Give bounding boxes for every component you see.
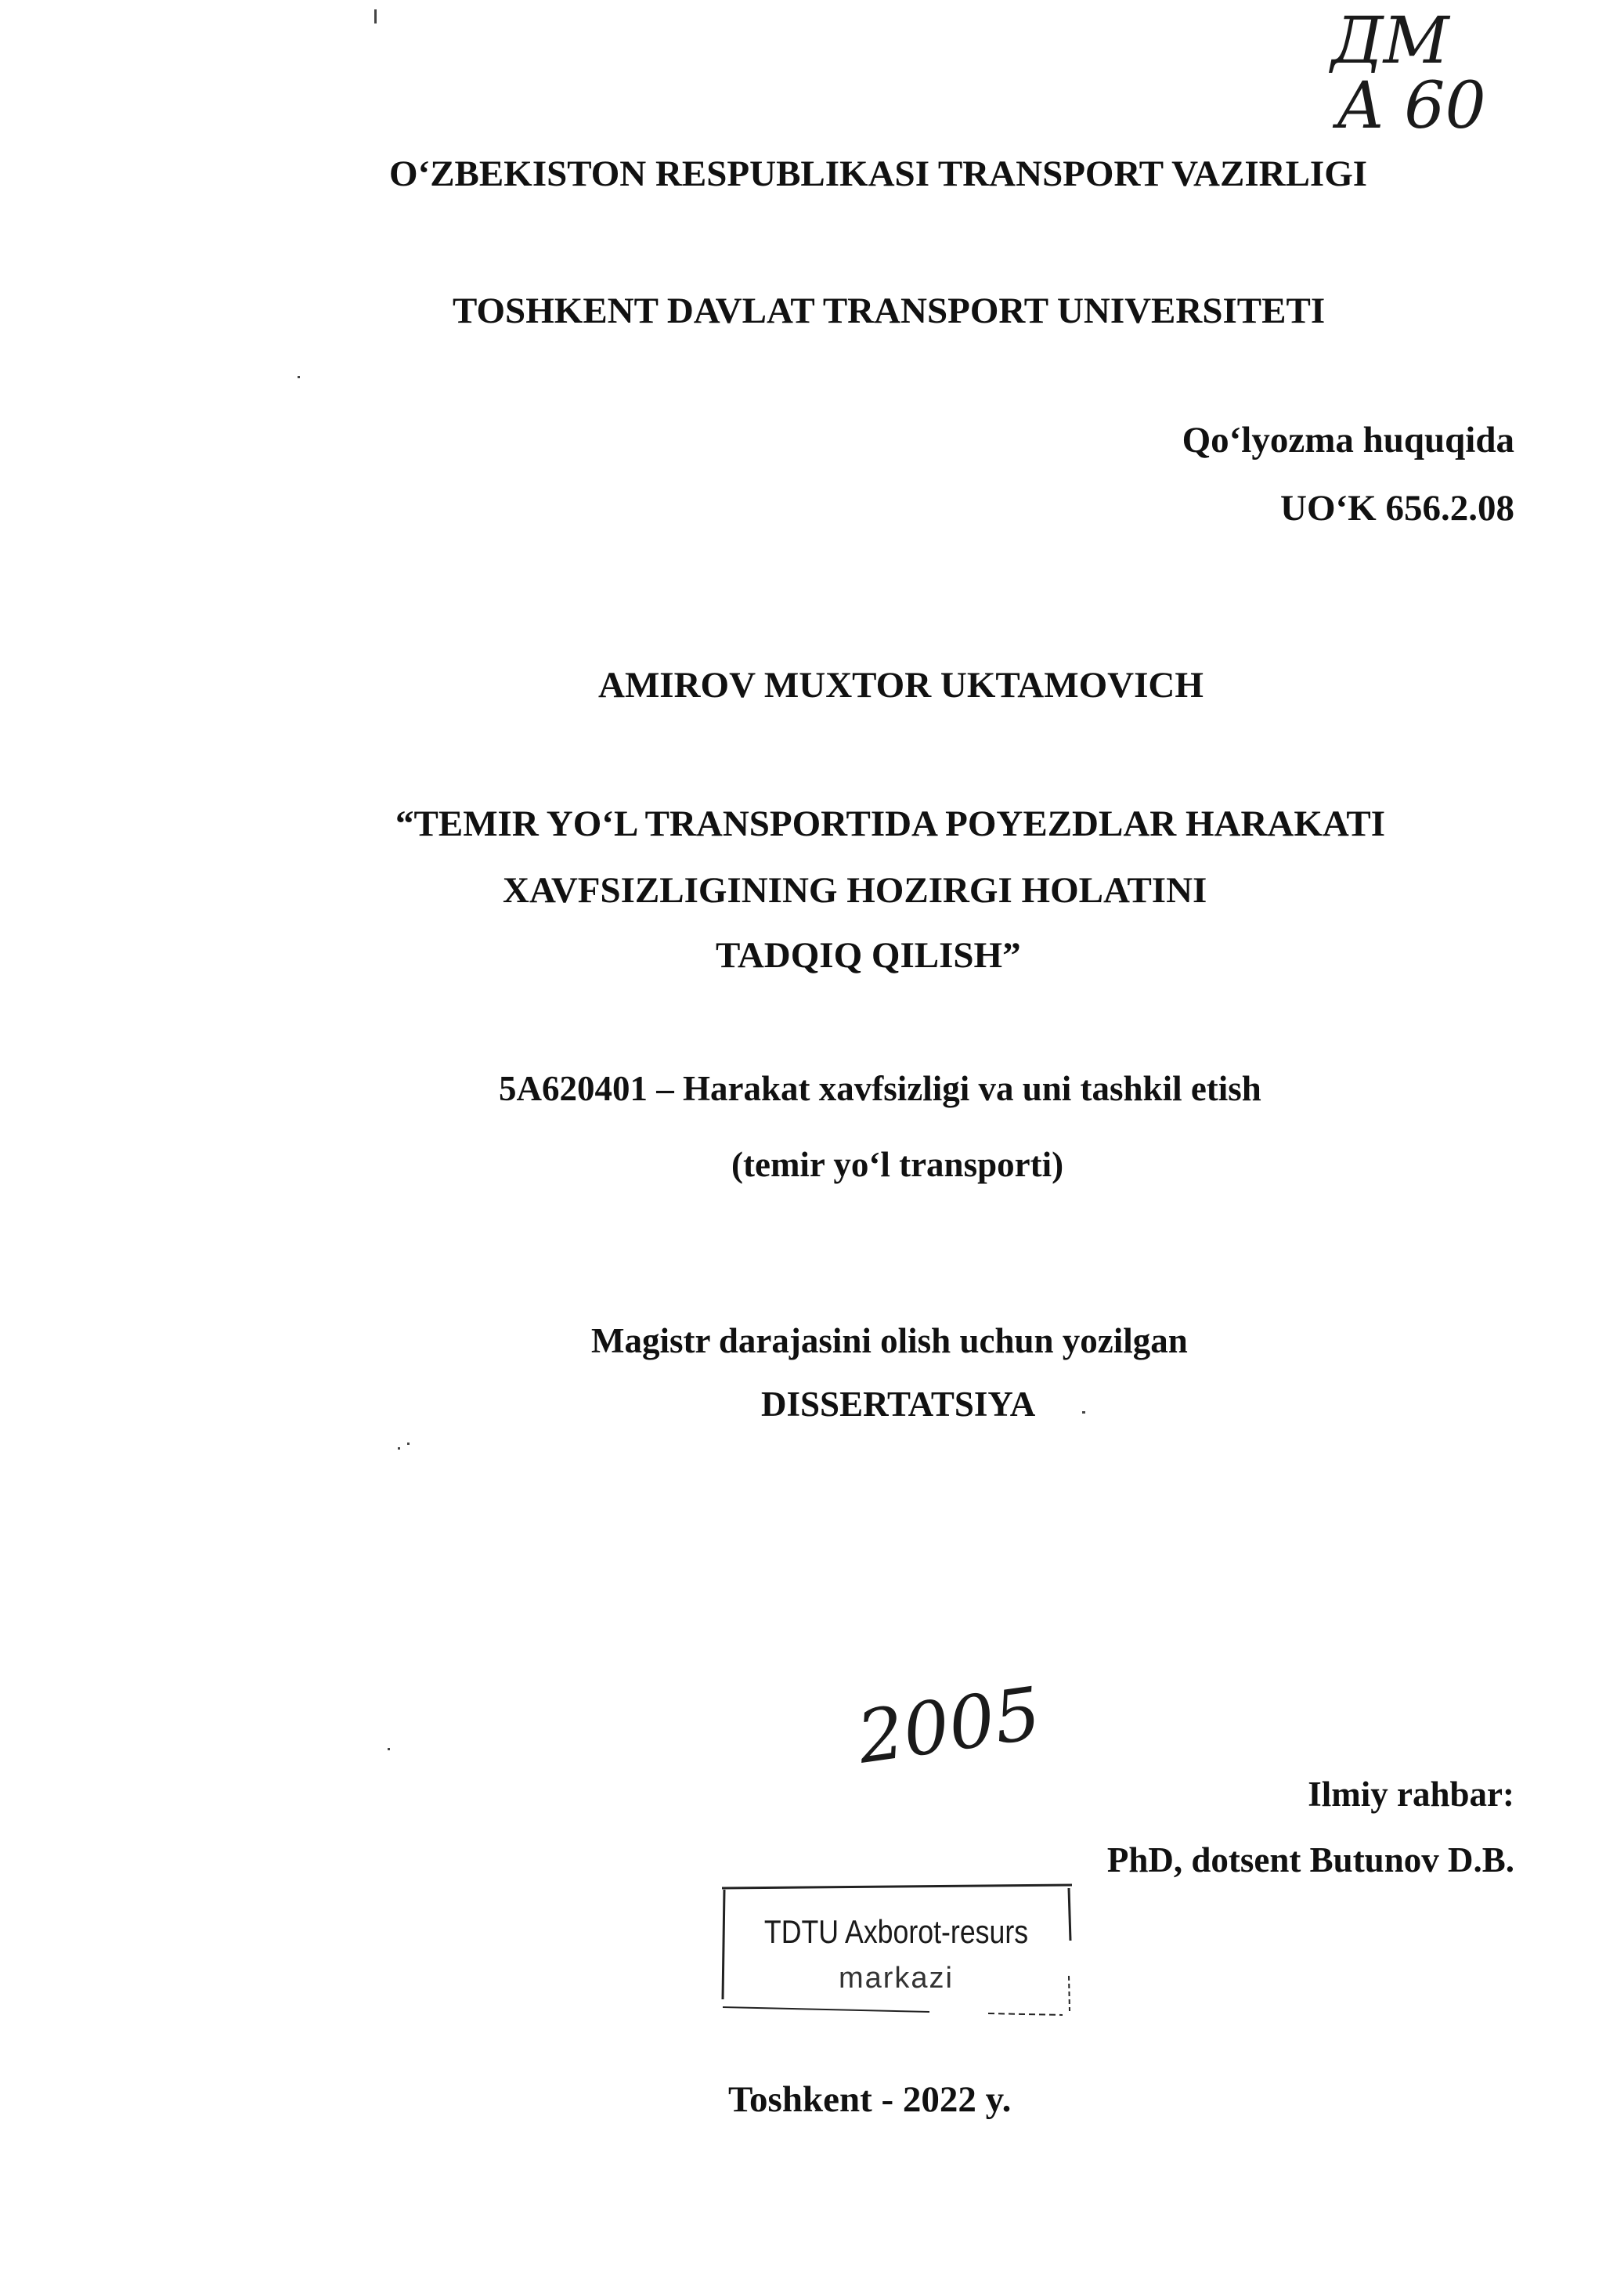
university-heading: TOSHKENT DAVLAT TRANSPORT UNIVERSITETI [453,291,1326,331]
city-year: Toshkent - 2022 y. [728,2079,1012,2120]
degree-description: Magistr darajasini olish uchun yozilgan [591,1321,1188,1360]
scan-speck [388,1748,390,1750]
udk-code: UO‘K 656.2.08 [1280,488,1514,529]
scan-speck [407,1443,410,1445]
supervisor-label: Ilmiy rahbar: [1308,1775,1514,1814]
stamp-line2: markazi [838,1962,955,1995]
ministry-heading: O‘ZBEKISTON RESPUBLIKASI TRANSPORT VAZIRLIGI [389,153,1368,194]
thesis-title-line2: XAVFSIZLIGINING HOZIRGI HOLATINI [503,870,1207,911]
handwritten-note-line1: ДМ [1331,4,1449,78]
scan-speck [374,9,377,23]
supervisor-name: PhD, dotsent Butunov D.B. [1106,1840,1514,1880]
specialty-subtitle: (temir yo‘l transporti) [731,1145,1064,1184]
stamp-line1: TDTU Axborot-resurs [763,1913,1029,1950]
scan-speck [398,1447,400,1450]
scan-speck [1082,1411,1085,1414]
handwritten-year: 2005 [852,1671,1046,1780]
manuscript-rights-label: Qo‘lyozma huquqida [1182,420,1514,460]
thesis-title-line1: “TEMIR YO‘L TRANSPORTIDA POYEZDLAR HARAKATI [395,803,1386,844]
thesis-title-line3: TADQIQ QILISH” [716,935,1021,976]
library-stamp [718,1882,1074,2017]
scan-speck [298,376,300,378]
handwritten-note-line2: A 60 [1337,69,1486,143]
specialty-code: 5A620401 – Harakat xavfsizligi va uni tashkil etish [499,1069,1261,1108]
author-name: AMIROV MUXTOR UKTAMOVICH [598,665,1204,706]
dissertation-label: DISSERTATSIYA [761,1385,1036,1424]
